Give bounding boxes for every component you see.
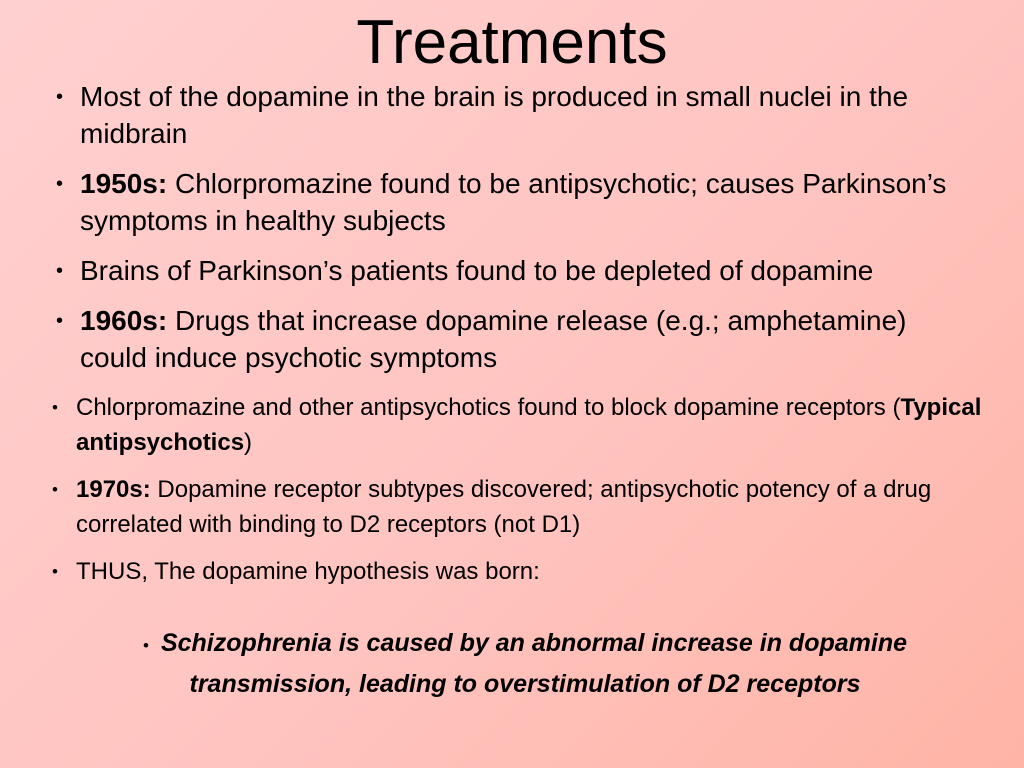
bullet-icon: • [56,260,64,282]
bullet-item-1970s [48,472,1008,542]
bullet-icon: • [56,310,64,332]
bullet-text: Drugs that increase dopamine release (e.g.; amphetamine) could induce psychotic symptoms [80,305,907,373]
bullet-icon: • [52,398,58,417]
typical-antipsychotics-label: Typical antipsychotics [76,394,982,456]
upper-bullet-list [52,78,972,389]
bullet-text: Chlorpromazine found to be antipsychotic; causes Parkinson’s symptoms in healthy subjects [80,168,947,236]
decade-label: 1950s: [80,168,168,199]
bullet-icon: • [142,636,149,655]
bullet-icon: • [56,86,64,108]
bullet-item-chlorpromazine-block [48,390,1008,460]
decade-label: 1960s: [80,305,168,336]
bullet-item-1950s [52,165,972,239]
bullet-text: Chlorpromazine and other antipsychotics found to block dopamine receptors ( [76,394,901,421]
bullet-text: Dopamine receptor subtypes discovered; antipsychotic potency of a drug correlated with binding to D2 receptors (not D1) [76,476,932,538]
hypothesis-statement [80,624,970,703]
lower-bullet-list [48,390,1008,601]
bullet-item-hypothesis [48,554,1008,589]
slide-title: Treatments [356,8,668,77]
decade-label: 1970s: [76,476,151,503]
bullet-text: Brains of Parkinson’s patients found to be depleted of dopamine [80,255,874,286]
bullet-text: THUS, The dopamine hypothesis was born: [76,558,540,585]
hypothesis-text: Schizophrenia is caused by an abnormal increase in dopamine transmission, leading to overstimulation of D2 receptors [160,629,907,698]
bullet-text-end: ) [244,429,253,456]
bullet-icon: • [52,480,58,499]
bullet-icon: • [56,173,64,195]
bullet-item-parkinsons [52,252,972,289]
bullet-item-dopamine-source [52,78,972,152]
bullet-text: Most of the dopamine in the brain is produced in small nuclei in the midbrain [80,81,909,149]
bullet-icon: • [52,562,58,581]
bullet-item-1960s [52,302,972,376]
